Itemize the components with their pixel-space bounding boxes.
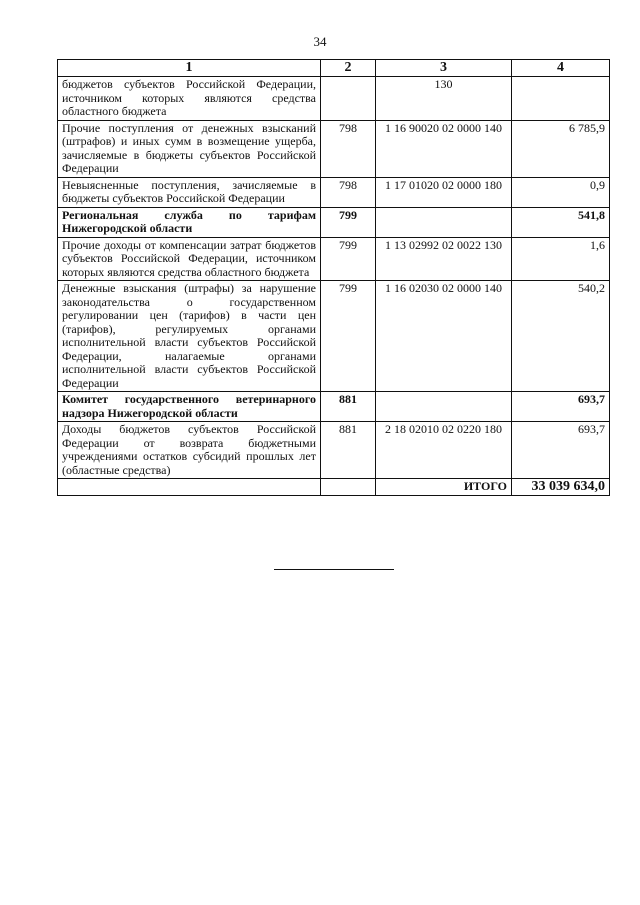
- table-row: [58, 77, 610, 121]
- row-admin-code: 799: [321, 281, 376, 392]
- row-name: Прочие поступления от денежных взысканий (штрафов) и иных сумм в возмещение ущерба, зачисляемые в бюджеты субъектов Российской Федерации: [58, 120, 321, 177]
- row-admin-code: [321, 77, 376, 121]
- row-budget-code: [376, 207, 512, 237]
- table-row: [58, 422, 610, 479]
- total-amount: 33 039 634,0: [512, 479, 610, 496]
- row-admin-code: 881: [321, 422, 376, 479]
- row-amount: 693,7: [512, 392, 610, 422]
- row-admin-code: 798: [321, 177, 376, 207]
- row-name: бюджетов субъектов Российской Федерации, источником которых являются средства областного бюджета: [58, 77, 321, 121]
- end-of-table-rule: [274, 569, 394, 570]
- row-amount: 541,8: [512, 207, 610, 237]
- total-empty-cell-name: [58, 479, 321, 496]
- row-admin-code: 799: [321, 207, 376, 237]
- row-name: Прочие доходы от компенсации затрат бюджетов субъектов Российской Федерации, источником которых являются средства областного бюджета: [58, 237, 321, 281]
- row-amount: 6 785,9: [512, 120, 610, 177]
- revenue-table: [57, 59, 610, 496]
- row-name: Региональная служба по тарифам Нижегородской области: [58, 207, 321, 237]
- table-row: [58, 177, 610, 207]
- row-budget-code: 130: [376, 77, 512, 121]
- row-amount: 0,9: [512, 177, 610, 207]
- table-row: [58, 207, 610, 237]
- row-budget-code: 1 16 90020 02 0000 140: [376, 120, 512, 177]
- column-header-admin: 2: [321, 60, 376, 77]
- page-number: 34: [313, 34, 327, 49]
- column-header-name: 1: [58, 60, 321, 77]
- row-amount: 1,6: [512, 237, 610, 281]
- header-row: [58, 60, 610, 77]
- row-name: Невыясненные поступления, зачисляемые в бюджеты субъектов Российской Федерации: [58, 177, 321, 207]
- total-empty-cell-admin: [321, 479, 376, 496]
- table-row: [58, 237, 610, 281]
- row-name: Доходы бюджетов субъектов Российской Федерации от возврата бюджетными учреждениями остатков субсидий прошлых лет (областные средства): [58, 422, 321, 479]
- row-admin-code: 799: [321, 237, 376, 281]
- row-admin-code: 881: [321, 392, 376, 422]
- row-admin-code: 798: [321, 120, 376, 177]
- table-row: [58, 120, 610, 177]
- row-budget-code: 1 17 01020 02 0000 180: [376, 177, 512, 207]
- row-amount: [512, 77, 610, 121]
- column-header-amount: 4: [512, 60, 610, 77]
- row-amount: 540,2: [512, 281, 610, 392]
- row-budget-code: [376, 392, 512, 422]
- total-row: [58, 479, 610, 496]
- table-row: [58, 281, 610, 392]
- row-amount: 693,7: [512, 422, 610, 479]
- row-budget-code: 1 16 02030 02 0000 140: [376, 281, 512, 392]
- row-budget-code: 1 13 02992 02 0022 130: [376, 237, 512, 281]
- row-budget-code: 2 18 02010 02 0220 180: [376, 422, 512, 479]
- table-body: [58, 77, 610, 496]
- row-name: Денежные взыскания (штрафы) за нарушение законодательства о государственном регулировании цен (тарифов) в части цен (тарифов), регулируемых органами исполнительной власти субъектов Российской Федерации, налагаемые органами исполнительной власти субъектов Российской Федерации: [58, 281, 321, 392]
- total-label: ИТОГО: [376, 479, 512, 496]
- table-row: [58, 392, 610, 422]
- row-name: Комитет государственного ветеринарного надзора Нижегородской области: [58, 392, 321, 422]
- column-header-code: 3: [376, 60, 512, 77]
